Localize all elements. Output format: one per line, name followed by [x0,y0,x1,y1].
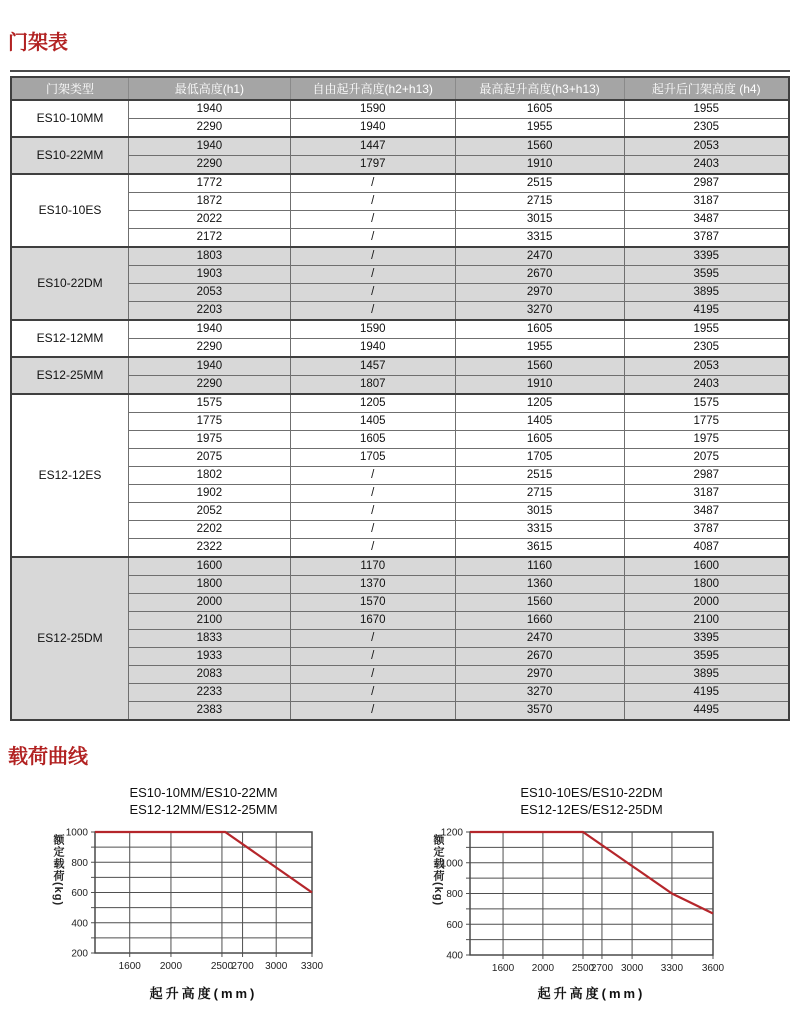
value-cell: 2715 [455,485,624,503]
value-cell: 3615 [455,539,624,558]
value-cell: 4495 [624,702,789,721]
value-cell: 3487 [624,503,789,521]
value-cell: / [290,684,455,702]
x-tick-label: 2000 [531,963,555,974]
value-cell: 1560 [455,137,624,156]
value-cell: 1872 [128,193,290,211]
value-cell: 1940 [128,137,290,156]
mast-model-cell: ES12-25DM [11,557,128,720]
value-cell: 2322 [128,539,290,558]
value-cell: 1940 [290,119,455,138]
value-cell: 2172 [128,229,290,248]
value-cell: 3270 [455,684,624,702]
value-cell: 2022 [128,211,290,229]
mast-table [10,76,790,721]
value-cell: 1205 [455,394,624,413]
value-cell: / [290,539,455,558]
value-cell: 1447 [290,137,455,156]
header-row [11,77,789,100]
x-tick-label: 2700 [590,963,614,974]
value-cell: 2290 [128,376,290,395]
table-row [11,211,789,229]
value-cell: 2290 [128,119,290,138]
value-cell: 2075 [624,449,789,467]
value-cell: / [290,467,455,485]
table-row [11,339,789,358]
value-cell: 1370 [290,576,455,594]
value-cell: 1975 [624,431,789,449]
table-row [11,467,789,485]
x-tick-label: 3000 [620,963,644,974]
value-cell: 2290 [128,339,290,358]
value-cell: 2470 [455,630,624,648]
value-cell: 2403 [624,156,789,175]
value-cell: / [290,648,455,666]
y-tick-label: 1200 [440,827,463,839]
value-cell: 1605 [455,431,624,449]
value-cell: 2203 [128,302,290,321]
value-cell: 4195 [624,684,789,702]
y-tick-label: 400 [71,918,88,930]
x-tick-label: 1600 [491,963,515,974]
value-cell: 2715 [455,193,624,211]
value-cell: 1772 [128,174,290,193]
value-cell: / [290,302,455,321]
table-row [11,229,789,248]
x-tick-label: 2000 [159,961,183,972]
value-cell: 3395 [624,247,789,266]
load-curve-plot [420,782,750,978]
value-cell: 2670 [455,266,624,284]
table-row [11,376,789,395]
x-axis-label: 起升高度(mm) [537,986,646,1001]
value-cell: 3315 [455,229,624,248]
y-tick-label: 400 [446,950,463,962]
table-row [11,413,789,431]
value-cell: 2403 [624,376,789,395]
y-tick-label: 800 [71,857,88,869]
table-row [11,266,789,284]
x-tick-label: 3300 [300,961,324,972]
horizontal-rule [10,70,790,72]
value-cell: / [290,266,455,284]
chart-title-line: ES10-10ES/ES10-22DM [520,785,663,800]
value-cell: 1590 [290,100,455,119]
value-cell: 3595 [624,648,789,666]
value-cell: 1570 [290,594,455,612]
value-cell: / [290,193,455,211]
value-cell: 1833 [128,630,290,648]
value-cell: 1955 [455,339,624,358]
value-cell: 1405 [290,413,455,431]
value-cell: 2290 [128,156,290,175]
value-cell: / [290,174,455,193]
table-row [11,320,789,339]
value-cell: 3787 [624,229,789,248]
value-cell: 1800 [128,576,290,594]
table-row [11,594,789,612]
value-cell: 1705 [455,449,624,467]
mast-model-cell: ES10-10MM [11,100,128,137]
value-cell: 1590 [290,320,455,339]
value-cell: 1575 [624,394,789,413]
value-cell: 2987 [624,467,789,485]
chart-title-line: ES12-12MM/ES12-25MM [129,802,278,817]
table-row [11,357,789,376]
value-cell: 3187 [624,193,789,211]
table-row [11,247,789,266]
value-cell: 2470 [455,247,624,266]
x-tick-label: 2500 [210,961,234,972]
value-cell: 3015 [455,503,624,521]
value-cell: 3570 [455,702,624,721]
value-cell: 4195 [624,302,789,321]
table-row [11,485,789,503]
load-curve-chart-es-dm-models [420,782,750,1020]
value-cell: 2670 [455,648,624,666]
value-cell: 2305 [624,119,789,138]
col-header-min-height: 最低高度(h1) [128,77,290,100]
value-cell: 1975 [128,431,290,449]
mast-table-body [11,100,789,720]
value-cell: 1910 [455,376,624,395]
value-cell: 3395 [624,630,789,648]
value-cell: 2305 [624,339,789,358]
load-curve-plot [40,782,370,978]
value-cell: 1955 [455,119,624,138]
x-tick-label: 2500 [571,963,595,974]
table-row [11,648,789,666]
value-cell: 3787 [624,521,789,539]
value-cell: 2202 [128,521,290,539]
value-cell: 1940 [290,339,455,358]
value-cell: / [290,666,455,684]
value-cell: 2053 [624,137,789,156]
value-cell: 1955 [624,320,789,339]
y-tick-label: 200 [71,948,88,960]
x-tick-label: 3300 [660,963,684,974]
value-cell: 1170 [290,557,455,576]
value-cell: 3187 [624,485,789,503]
col-header-max-lift: 最高起升高度(h3+h13) [455,77,624,100]
value-cell: 1360 [455,576,624,594]
table-row [11,630,789,648]
value-cell: 3015 [455,211,624,229]
mast-model-cell: ES12-12ES [11,394,128,557]
value-cell: / [290,503,455,521]
table-row [11,557,789,576]
mast-model-cell: ES10-22DM [11,247,128,320]
mast-model-cell: ES10-10ES [11,174,128,247]
table-row [11,449,789,467]
value-cell: 1705 [290,449,455,467]
value-cell: / [290,284,455,302]
table-row [11,193,789,211]
mast-model-cell: ES12-25MM [11,357,128,394]
x-tick-label: 2700 [231,961,254,972]
value-cell: 2233 [128,684,290,702]
value-cell: 1457 [290,357,455,376]
y-tick-label: 600 [71,888,88,899]
value-cell: 2075 [128,449,290,467]
value-cell: 2100 [624,612,789,630]
table-row [11,156,789,175]
value-cell: 3487 [624,211,789,229]
value-cell: 3895 [624,284,789,302]
y-tick-label: 800 [446,889,463,900]
table-row [11,137,789,156]
value-cell: 3270 [455,302,624,321]
value-cell: / [290,702,455,721]
chart-title-line: ES10-10MM/ES10-22MM [129,785,278,800]
value-cell: 2515 [455,174,624,193]
value-cell: 1955 [624,100,789,119]
load-curve-chart-mm-models [40,782,370,1020]
value-cell: 1940 [128,357,290,376]
value-cell: 2970 [455,666,624,684]
value-cell: 2083 [128,666,290,684]
table-row [11,431,789,449]
value-cell: 2987 [624,174,789,193]
value-cell: 3895 [624,666,789,684]
value-cell: 1940 [128,320,290,339]
value-cell: 1940 [128,100,290,119]
load-curves-title: 载荷曲线 [8,746,88,768]
value-cell: 1903 [128,266,290,284]
value-cell: 1405 [455,413,624,431]
value-cell: 2970 [455,284,624,302]
mast-model-cell: ES12-12MM [11,320,128,357]
value-cell: 1775 [624,413,789,431]
value-cell: 1560 [455,357,624,376]
value-cell: 4087 [624,539,789,558]
table-row [11,174,789,193]
value-cell: 1933 [128,648,290,666]
value-cell: 1797 [290,156,455,175]
value-cell: 1910 [455,156,624,175]
value-cell: 1600 [128,557,290,576]
table-row [11,284,789,302]
value-cell: 1660 [455,612,624,630]
value-cell: 2052 [128,503,290,521]
table-row [11,521,789,539]
y-axis-label: 额定载荷(kg) [432,834,444,907]
value-cell: 1775 [128,413,290,431]
value-cell: 2053 [624,357,789,376]
value-cell: 2383 [128,702,290,721]
value-cell: 1807 [290,376,455,395]
value-cell: 1560 [455,594,624,612]
value-cell: / [290,229,455,248]
table-row [11,666,789,684]
table-row [11,684,789,702]
y-tick-label: 1000 [440,858,463,870]
table-row [11,100,789,119]
y-tick-label: 1000 [65,827,88,839]
value-cell: 2053 [128,284,290,302]
table-row [11,702,789,721]
mast-table-title: 门架表 [8,32,68,54]
table-row [11,539,789,558]
x-axis-label: 起升高度(mm) [149,986,258,1001]
value-cell: 1605 [455,320,624,339]
value-cell: 1800 [624,576,789,594]
value-cell: 3315 [455,521,624,539]
table-row [11,302,789,321]
col-header-free-lift: 自由起升高度(h2+h13) [290,77,455,100]
value-cell: 1205 [290,394,455,413]
table-row [11,394,789,413]
value-cell: 1670 [290,612,455,630]
value-cell: 1600 [624,557,789,576]
mast-table-header [11,77,789,100]
value-cell: 1605 [290,431,455,449]
value-cell: 1802 [128,467,290,485]
x-tick-label: 1600 [118,961,141,972]
value-cell: 1902 [128,485,290,503]
value-cell: 1160 [455,557,624,576]
value-cell: 1575 [128,394,290,413]
value-cell: 1605 [455,100,624,119]
table-row [11,612,789,630]
col-header-raised-mast: 起升后门架高度 (h4) [624,77,789,100]
table-row [11,503,789,521]
y-axis-label: 额定载荷(kg) [52,834,64,907]
table-row [11,119,789,138]
value-cell: 2000 [624,594,789,612]
chart-title-line: ES12-12ES/ES12-25DM [520,802,663,817]
col-header-mast-type: 门架类型 [11,77,128,100]
value-cell: / [290,211,455,229]
y-tick-label: 600 [446,919,463,931]
x-tick-label: 3000 [265,961,288,972]
table-row [11,576,789,594]
value-cell: 2100 [128,612,290,630]
value-cell: / [290,521,455,539]
value-cell: / [290,247,455,266]
load-curve-line [470,832,713,913]
value-cell: 3595 [624,266,789,284]
value-cell: / [290,485,455,503]
value-cell: / [290,630,455,648]
value-cell: 2515 [455,467,624,485]
value-cell: 1803 [128,247,290,266]
mast-model-cell: ES10-22MM [11,137,128,174]
x-tick-label: 3600 [701,963,725,974]
value-cell: 2000 [128,594,290,612]
